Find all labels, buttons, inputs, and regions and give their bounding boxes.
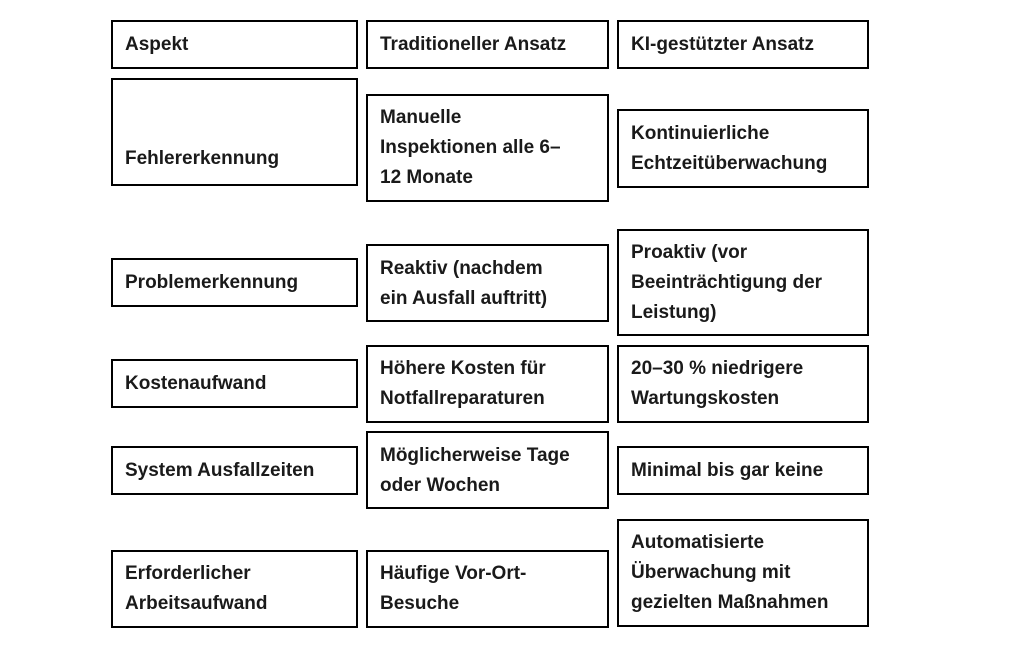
row-2-ai: Proaktiv (vor Beeinträchtigung der Leistung) — [617, 229, 869, 336]
row-2-aspect: Problemerkennung — [111, 258, 358, 307]
header-ai: KI-gestützter Ansatz — [617, 20, 869, 69]
row-1-aspect: Fehlererkennung — [111, 78, 358, 186]
row-4-aspect: System Ausfallzeiten — [111, 446, 358, 495]
row-5-traditional: Häufige Vor-Ort- Besuche — [366, 550, 609, 628]
row-5-aspect: Erforderlicher Arbeitsaufwand — [111, 550, 358, 628]
header-aspekt: Aspekt — [111, 20, 358, 69]
header-traditional: Traditioneller Ansatz — [366, 20, 609, 69]
row-3-ai: 20–30 % niedrigere Wartungskosten — [617, 345, 869, 423]
row-1-ai: Kontinuierliche Echtzeitüberwachung — [617, 109, 869, 188]
row-3-traditional: Höhere Kosten für Notfallreparaturen — [366, 345, 609, 423]
row-4-traditional: Möglicherweise Tage oder Wochen — [366, 431, 609, 509]
row-5-ai: Automatisierte Überwachung mit gezielten Maßnahmen — [617, 519, 869, 627]
row-1-traditional: Manuelle Inspektionen alle 6– 12 Monate — [366, 94, 609, 202]
row-2-traditional: Reaktiv (nachdem ein Ausfall auftritt) — [366, 244, 609, 322]
row-4-ai: Minimal bis gar keine — [617, 446, 869, 495]
row-3-aspect: Kostenaufwand — [111, 359, 358, 408]
